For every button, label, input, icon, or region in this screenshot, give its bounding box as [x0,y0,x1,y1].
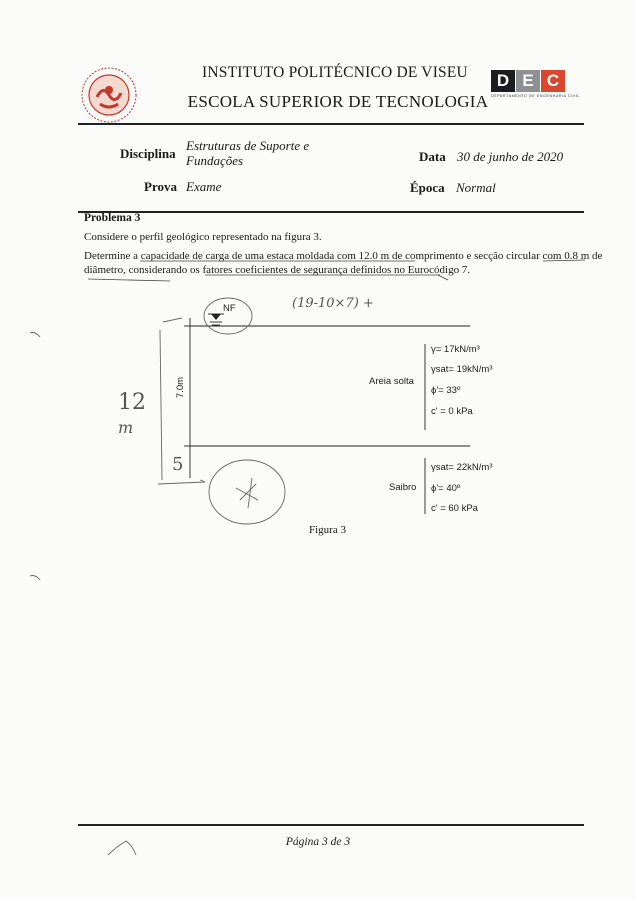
problem-line-3: diâmetro, considerando os fatores coeficientes de segurança definidos no Eurocódigo 7. [84,264,471,276]
disciplina-label: Disciplina [120,146,176,161]
dec-letter-d: D [491,70,515,92]
layer1-prop-1: γ= 17kN/m³ [431,344,480,355]
school-name: ESCOLA SUPERIOR DE TECNOLOGIA [187,92,489,111]
handwritten-note: (19-10×7) + [292,296,374,311]
data-value: 30 de junho de 2020 [457,149,564,164]
disciplina-value-line2: Fundações [186,153,244,168]
problem-line-1: Considere o perfil geológico representado na figura 3. [84,231,322,243]
problem-line-2: Determine a capacidade de carga de uma estaca moldada com 12.0 m de comprimento e secção circular com 0.8 m de [84,250,603,262]
layer2-prop-3: c' = 60 kPa [431,503,478,514]
epoca-value: Normal [456,180,496,195]
handwritten-five: 5 [172,454,184,475]
page-number: Página 3 de 3 [285,836,351,848]
layer1-name: Areia solta [369,376,414,387]
dec-subtitle: DEPARTAMENTO DE ENGENHARIA CIVIL [491,94,581,98]
institute-name: INSTITUTO POLITÉCNICO DE VISEU [202,64,468,81]
data-label: Data [419,149,446,164]
problem-title: Problema 3 [84,212,141,224]
layer2-name: Saibro [389,482,417,493]
figure-caption: Figura 3 [309,524,346,536]
layer2-prop-2: ϕ'= 40º [431,483,461,494]
layer1-prop-4: c' = 0 kPa [431,406,473,417]
handwritten-unit: m [118,418,134,437]
dec-letter-c: C [541,70,565,92]
disciplina-value-line1: Estruturas de Suporte e [186,138,310,153]
layer1-prop-2: γsat= 19kN/m³ [431,364,493,375]
dec-letter-e: E [516,70,540,92]
prova-value: Exame [186,179,222,194]
nf-label: NF [223,303,236,314]
prova-label: Prova [144,179,177,194]
depth-label: 7.0m [175,376,187,399]
layer2-prop-1: γsat= 22kN/m³ [431,462,493,473]
footer-divider [78,824,584,826]
handwritten-number: 12 [118,390,146,415]
epoca-label: Época [410,180,445,195]
layer1-prop-3: ϕ'= 33º [431,385,461,396]
